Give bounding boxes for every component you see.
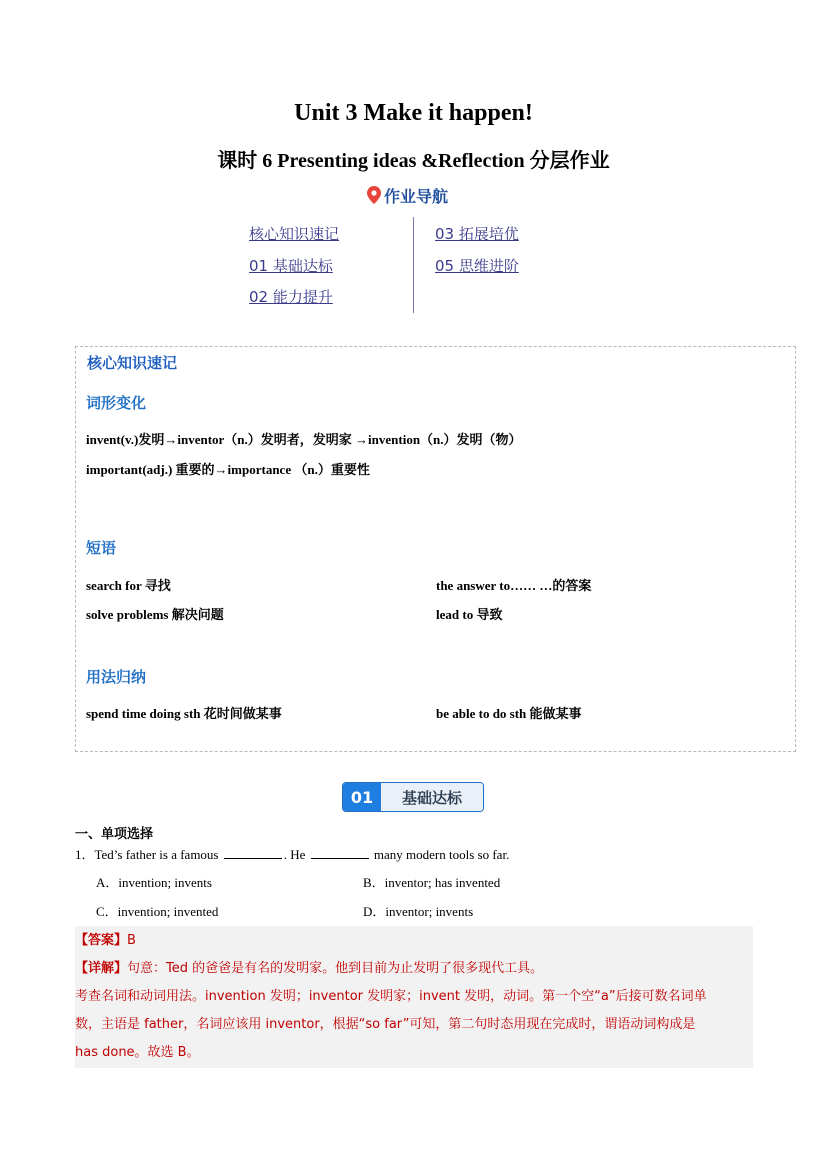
core-knowledge-box <box>75 346 796 752</box>
nav-link-01-basics[interactable]: 01 基础达标 <box>249 257 333 275</box>
option-d: D．inventor; invents <box>363 904 474 919</box>
phrase-item: solve problems 解决问题 <box>86 607 224 622</box>
option-b: B．inventor; has invented <box>363 875 501 890</box>
usage-heading: 用法归纳 <box>86 668 147 686</box>
location-pin-icon <box>367 186 381 204</box>
detail-line-4: has done。故选 B。 <box>75 1045 200 1060</box>
detail-label: 【详解】 <box>75 961 128 976</box>
section-01-badge <box>342 782 484 812</box>
word-forms-line-1: invent(v.)发明→inventor（n.）发明者，发明家 →invention（n.）发明（物） <box>86 432 522 447</box>
answer-blank <box>224 846 282 859</box>
detail-line-3: 数，主语是 father，名词应该用 inventor，根据“so far”可知，第二句时态用现在完成时，谓语动词构成是 <box>75 1017 696 1032</box>
nav-link-02-ability[interactable]: 02 能力提升 <box>249 288 333 306</box>
question-text: . He <box>283 847 306 862</box>
word-forms-line-2: important(adj.) 重要的→importance （n.）重要性 <box>86 462 370 477</box>
detail-line-2: 考查名词和动词用法。invention 发明；inventor 发明家；invent 发明，动词。第一个空“a”后接可数名词单 <box>75 989 707 1004</box>
nav-link-05-thinking[interactable]: 05 思维进阶 <box>435 257 519 275</box>
word-forms-heading: 词形变化 <box>86 394 147 412</box>
answer-value: B <box>127 933 136 948</box>
answer-line <box>75 929 136 948</box>
nav-heading-label: 作业导航 <box>384 186 449 206</box>
page-subtitle: 课时 6 Presenting ideas &Reflection 分层作业 <box>217 150 610 172</box>
part-heading: 一、单项选择 <box>75 827 154 842</box>
core-knowledge-title: 核心知识速记 <box>87 354 178 372</box>
homework-nav-heading <box>367 182 448 208</box>
nav-link-core-knowledge[interactable]: 核心知识速记 <box>249 225 340 243</box>
usage-item: be able to do sth 能做某事 <box>436 706 582 721</box>
usage-item: spend time doing sth 花时间做某事 <box>86 706 282 721</box>
question-1-stem <box>75 844 509 863</box>
detail-line-1 <box>75 957 543 976</box>
question-text: 1．Ted’s father is a famous <box>75 847 219 862</box>
section-number: 01 <box>343 783 381 811</box>
page-title: Unit 3 Make it happen! <box>294 100 533 126</box>
phrases-heading: 短语 <box>86 539 117 557</box>
nav-divider <box>413 217 414 313</box>
option-c: C．invention; invented <box>96 904 219 919</box>
phrase-item: search for 寻找 <box>86 578 171 593</box>
detail-text: 句意：Ted 的爸爸是有名的发明家。他到目前为止发明了很多现代工具。 <box>127 961 544 976</box>
nav-link-03-extension[interactable]: 03 拓展培优 <box>435 225 519 243</box>
question-text: many modern tools so far. <box>373 847 510 862</box>
option-a: A．invention; invents <box>96 875 212 890</box>
phrase-item: lead to 导致 <box>436 607 503 622</box>
phrase-item: the answer to…… …的答案 <box>436 578 592 593</box>
answer-label: 【答案】 <box>75 933 128 948</box>
section-label: 基础达标 <box>381 783 483 811</box>
answer-blank <box>311 846 369 859</box>
